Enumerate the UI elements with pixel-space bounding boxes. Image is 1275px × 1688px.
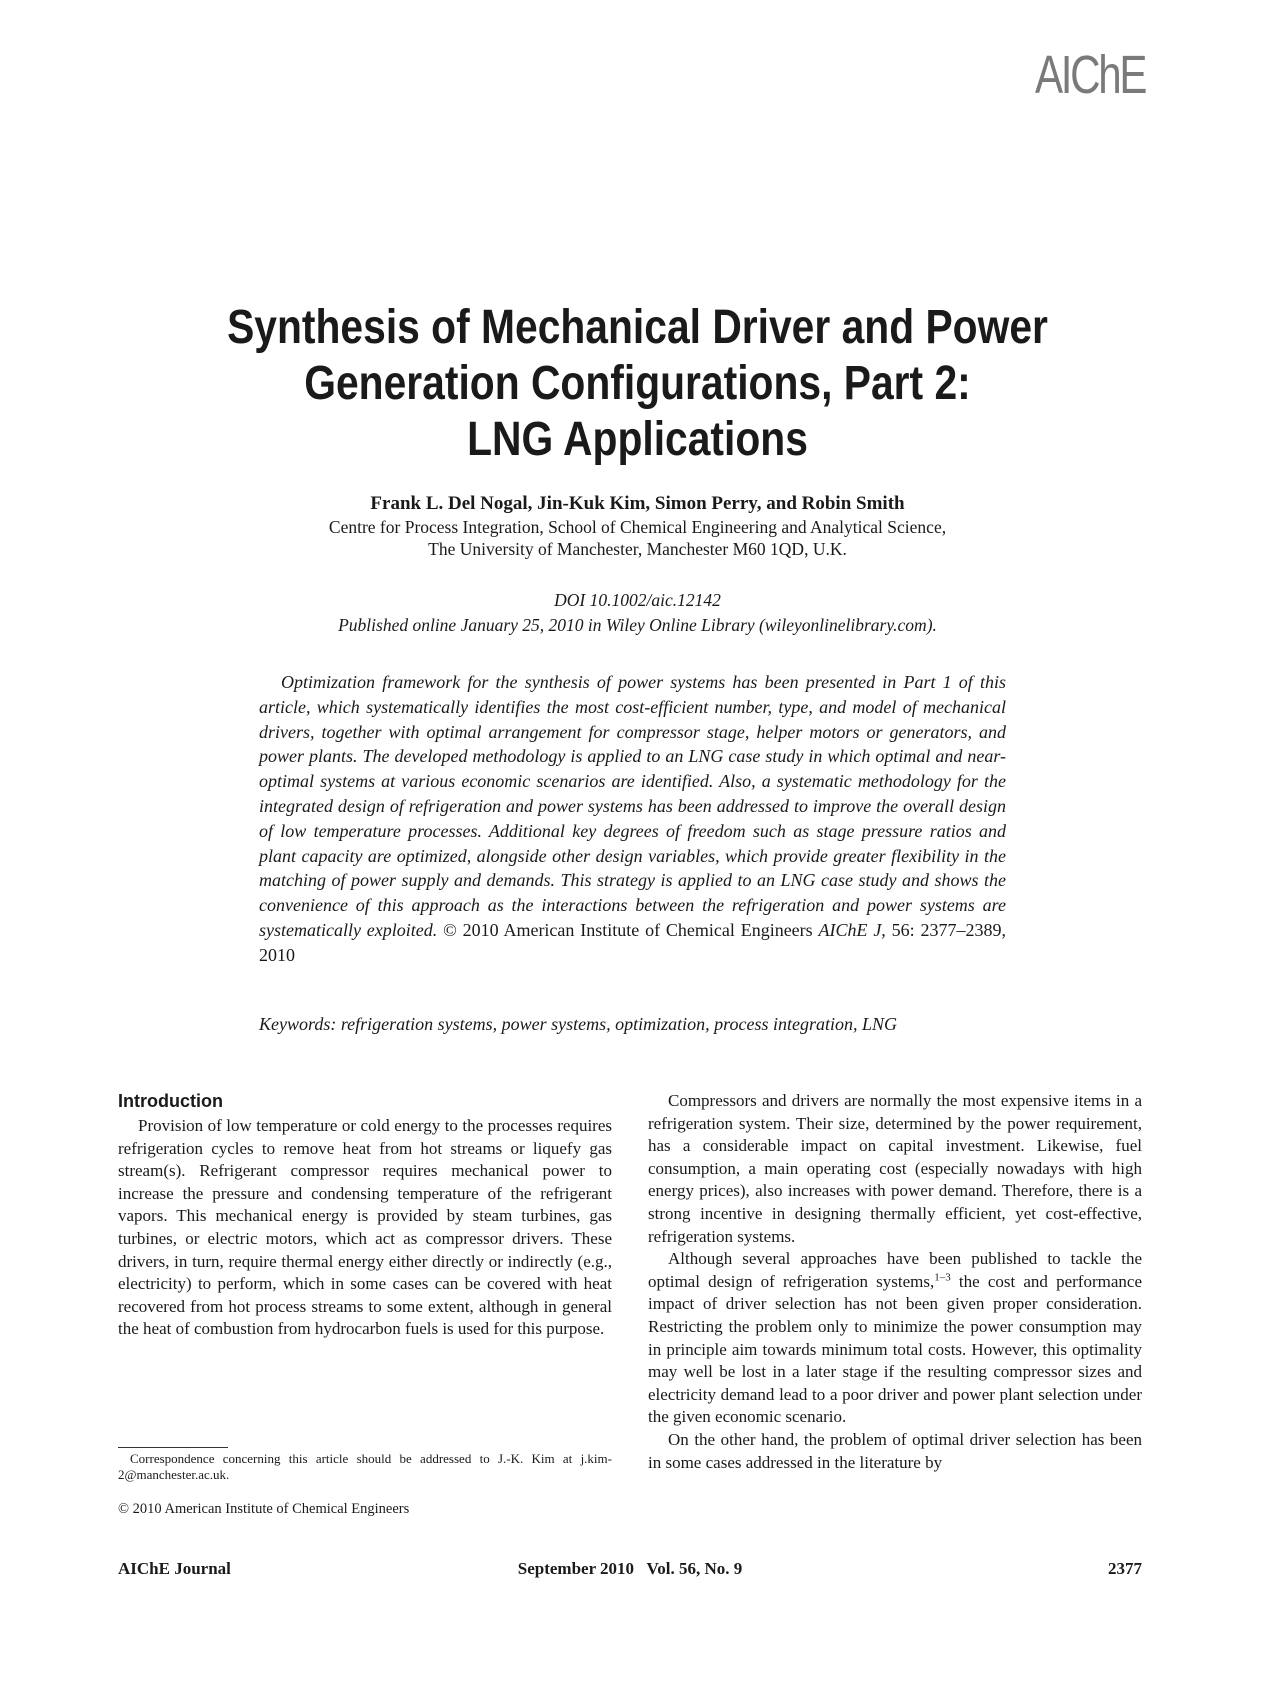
abstract-citation: 56: 2377–2389, 2010 — [259, 919, 1006, 965]
footnote-rule — [118, 1447, 228, 1448]
intro-paragraph-3-part-a: Although several approaches have been published to tackle the optimal design of refrigeration systems, — [648, 1249, 1142, 1291]
left-column — [118, 1090, 612, 1341]
title-line-1: Synthesis of Mechanical Driver and Power — [227, 301, 1048, 354]
abstract-text: Optimization framework for the synthesis of power systems has been presented in Part 1 of this article, which systematically identifies the most cost-efficient number, type, and model of mechanical drivers, together with optimal arrangement for compressor stage, helper motors or generators, and power plants. The developed methodology is applied to an LNG case study in which optimal and near-optimal systems at various economic scenarios are identified. Also, a systematic methodology for the integrated design of refrigeration and power systems has been addressed to improve the overall design of low temperature processes. Additional key degrees of freedom such as stage pressure ratios and plant capacity are optimized, alongside other design variables, which provide greater flexibility in the matching of power supply and demands. This strategy is applied to an LNG case study and shows the convenience of this approach as the interactions between the refrigeration and power systems are systematically exploited. — [259, 672, 1006, 940]
intro-paragraph-2: Compressors and drivers are normally the most expensive items in a refrigeration system. Their size, determined by the power requirement, has a considerable impact on capital investment. Likewise, fuel consumption, a main operating cost (especially nowadays with high energy prices), also increases with power demand. Therefore, there is a strong incentive in designing thermally efficient, yet cost-effective, refrigeration systems. — [648, 1091, 1142, 1246]
affiliation-line-2: The University of Manchester, Manchester M60 1QD, U.K. — [428, 539, 847, 559]
copyright-notice: © 2010 American Institute of Chemical Engineers — [118, 1501, 410, 1517]
title-line-3: LNG Applications — [467, 413, 808, 466]
intro-paragraph-1: Provision of low temperature or cold energy to the processes requires refrigeration cycles to remove heat from hot streams or liquefy gas stream(s). Refrigerant compressor requires mechanical power to increase the pressure and condensing temperature of the refrigerant vapors. This mechanical energy is provided by steam turbines, gas turbines, or electric motors, which act as compressor drivers. These drivers, in turn, require thermal energy either directly or indirectly (e.g., electricity) to perform, which in some cases can be covered with heat recovered from hot process streams to some extent, although in general the heat of combustion from hydrocarbon fuels is used for this purpose. — [118, 1116, 612, 1339]
abstract-journal: AIChE J, — [818, 919, 886, 940]
doi-text: DOI 10.1002/aic.12142 — [554, 590, 721, 610]
intro-paragraph-4: On the other hand, the problem of optimal driver selection has been in some cases addressed in the literature by — [648, 1429, 1142, 1472]
author-list: Frank L. Del Nogal, Jin-Kuk Kim, Simon Perry, and Robin Smith — [370, 493, 905, 514]
footer-issue-info: September 2010 Vol. 56, No. 9 — [517, 1559, 743, 1578]
correspondence-footnote: Correspondence concerning this article should be addressed to J.-K. Kim at j.kim-2@manchester.ac.uk. — [118, 1451, 612, 1482]
page-footer — [118, 1558, 1142, 1580]
affiliation-line-1: Centre for Process Integration, School of Chemical Engineering and Analytical Science, — [328, 517, 947, 537]
title-line-2: Generation Configurations, Part 2: — [304, 357, 971, 410]
right-column — [648, 1090, 1142, 1474]
article-title — [130, 300, 1145, 468]
reference-citation: 1–3 — [934, 1271, 951, 1284]
intro-paragraph-3-part-b: the cost and performance impact of driver selection has not been given proper consideration. Restricting the problem only to minimize the power consumption may in principle aim towards minimum total costs. However, this optimality may well be lost in a later stage if the resulting compressor sizes and electricity demand lead to a poor driver and power plant selection under the given economic scenario. — [648, 1271, 1142, 1427]
affiliation — [130, 516, 1145, 560]
footer-journal-name: AIChE Journal — [118, 1559, 231, 1578]
abstract-copyright: © 2010 American Institute of Chemical Engineers — [437, 919, 819, 940]
footer-page-number: 2377 — [1108, 1559, 1142, 1578]
intro-paragraph-3 — [648, 1248, 1142, 1429]
section-heading-introduction: Introduction — [118, 1091, 223, 1111]
publication-info — [130, 588, 1145, 638]
keywords: Keywords: refrigeration systems, power systems, optimization, process integration, LNG — [259, 1014, 897, 1034]
abstract — [259, 670, 1006, 968]
aiche-logo: AIChE — [1034, 45, 1145, 105]
published-online-text: Published online January 25, 2010 in Wiley Online Library (wileyonlinelibrary.com). — [338, 615, 937, 635]
